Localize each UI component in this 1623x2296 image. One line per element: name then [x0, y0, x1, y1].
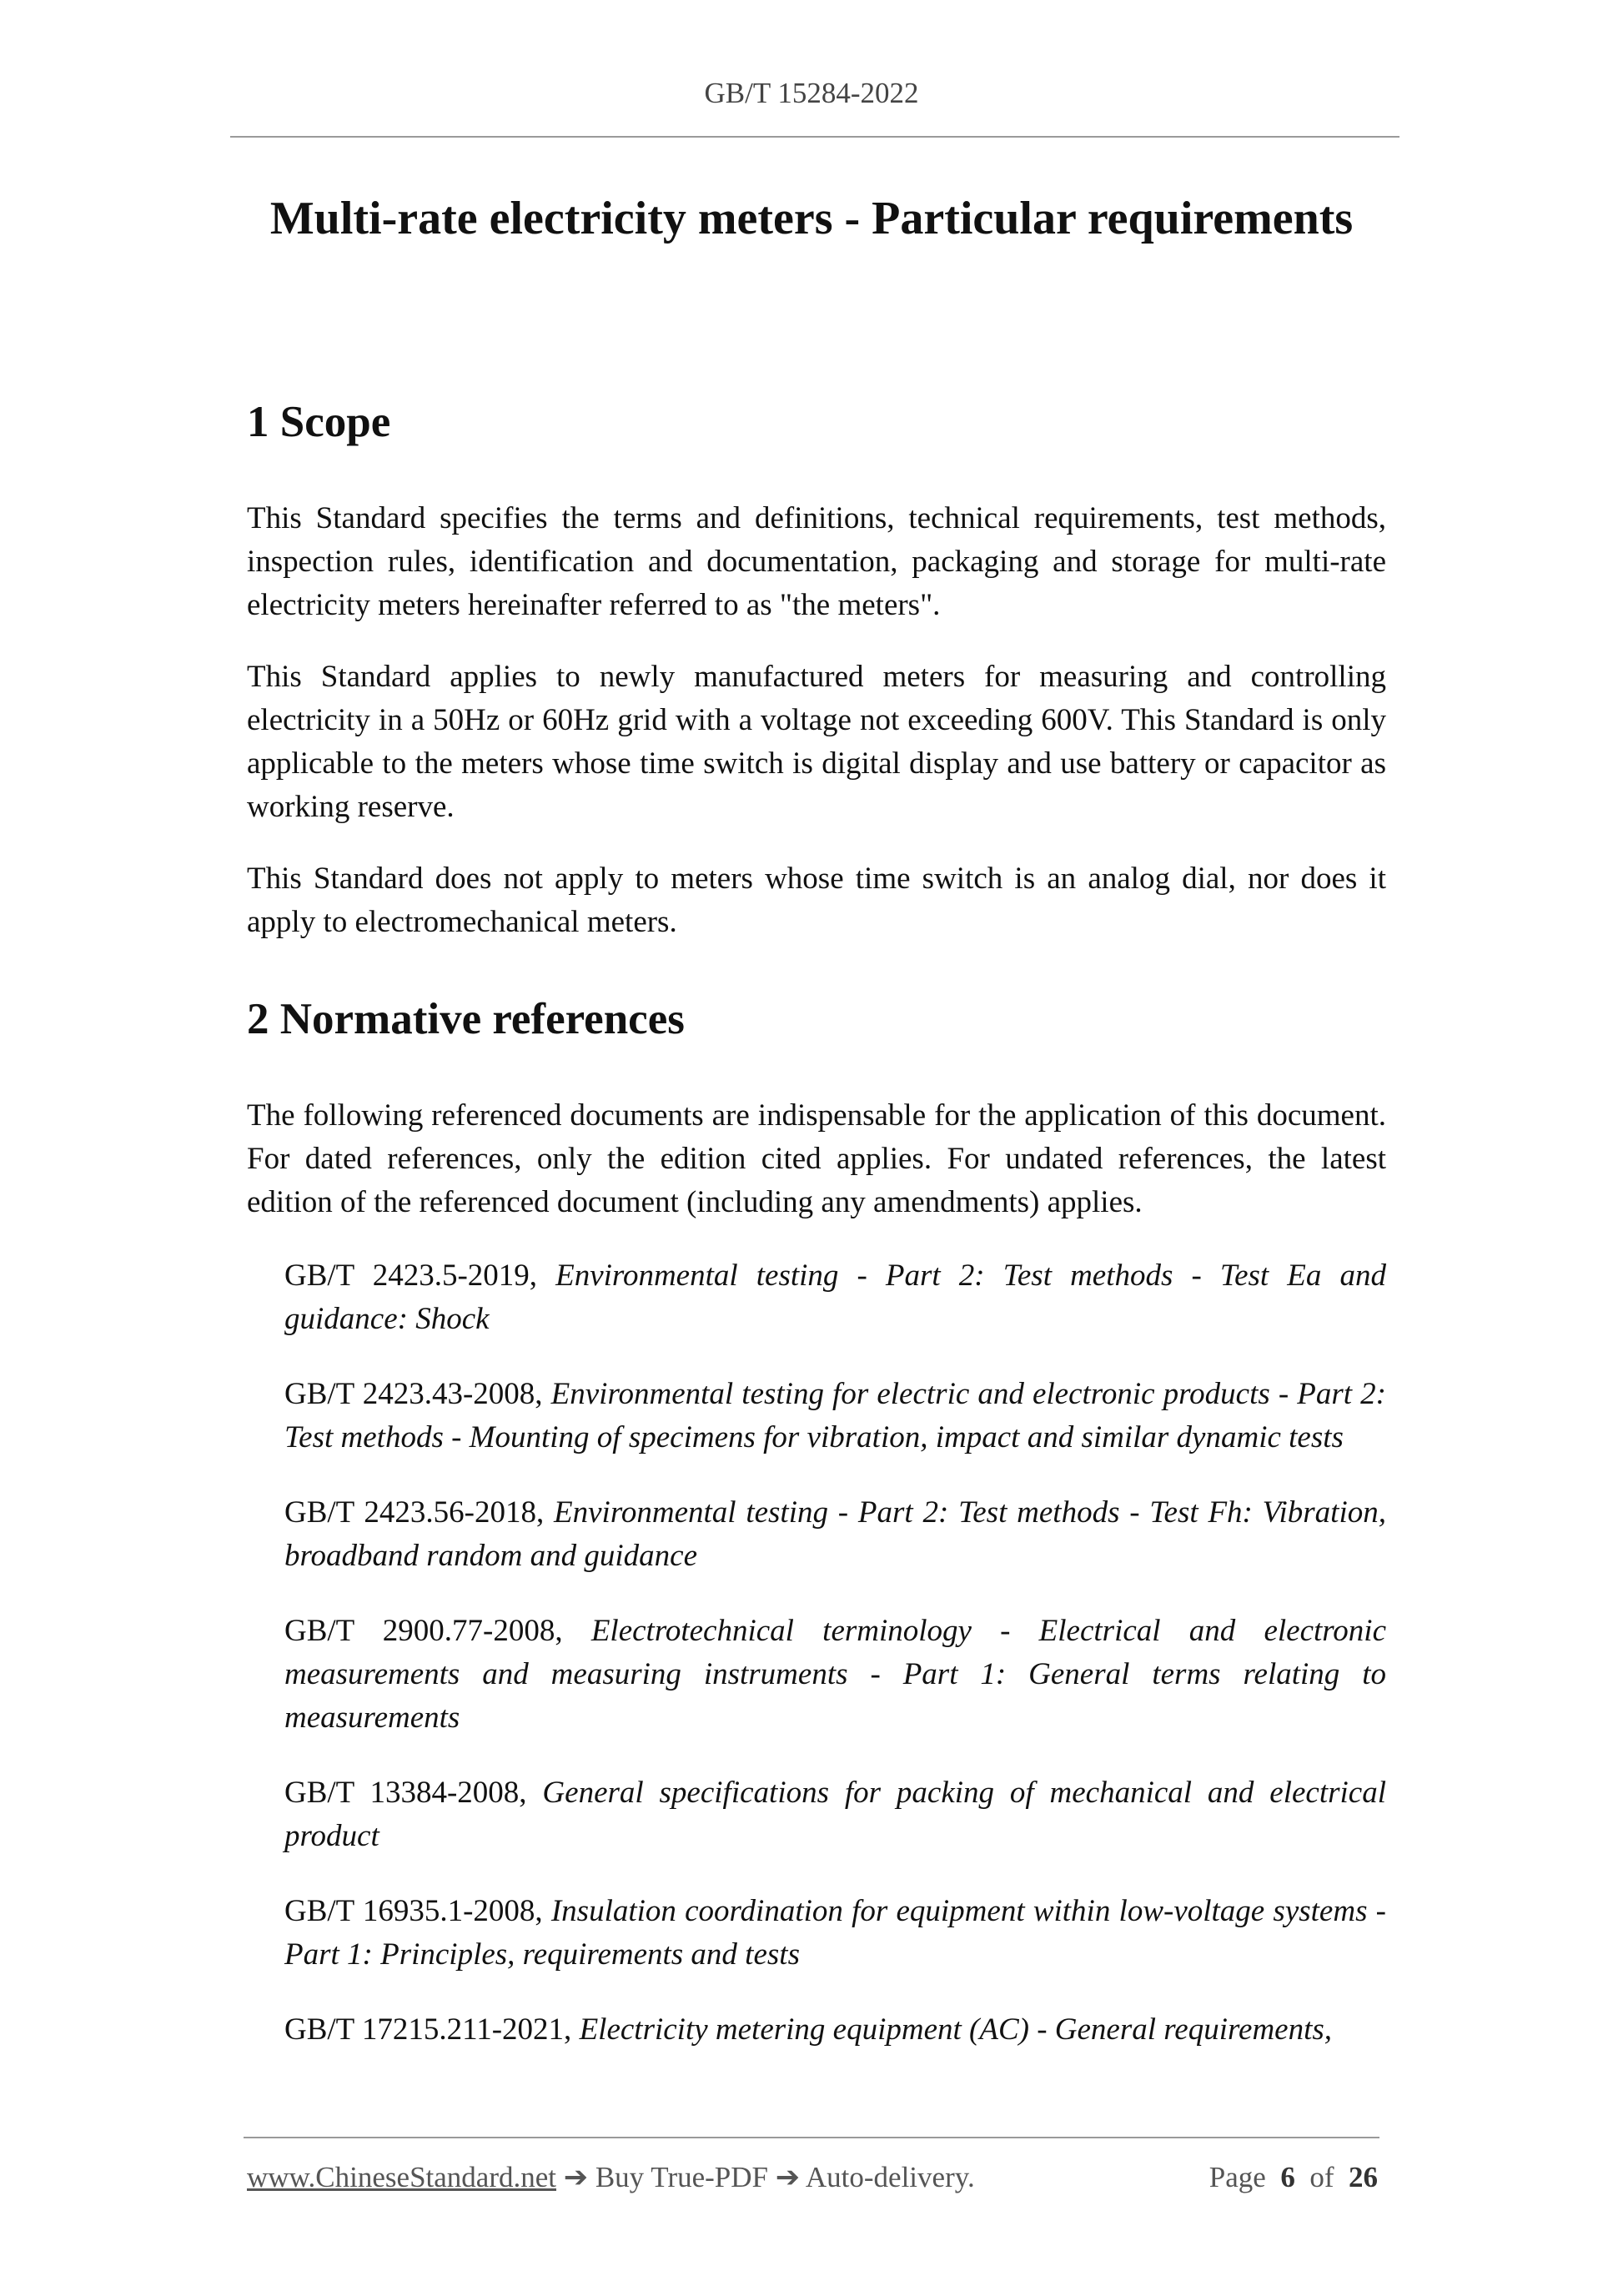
- reference-list: [247, 1254, 1386, 2052]
- page-label: Page: [1208, 2161, 1266, 2193]
- footer-delivery-text: Auto-delivery.: [800, 2161, 975, 2193]
- reference-title: Environmental testing - Part 2: Test methods - Test Ea and guidance: Shock: [284, 1259, 1386, 1336]
- arrow-right-icon: ➔: [775, 2161, 801, 2193]
- reference-code: GB/T 13384-2008,: [284, 1776, 543, 1810]
- page-of-label: of: [1309, 2161, 1334, 2193]
- reference-title: Environmental testing - Part 2: Test methods - Test Fh: Vibration, broadband random and guidance: [284, 1495, 1386, 1573]
- section-heading-normative-references: 2 Normative references: [247, 995, 685, 1043]
- footer-divider: [244, 2137, 1379, 2138]
- scope-paragraph-2: This Standard applies to newly manufactured meters for measuring and controlling electricity in a 50Hz or 60Hz grid with a voltage not exceeding 600V. This Standard is only applicable to the meters whose time switch is digital display and use battery or capacitor as working reserve.: [247, 660, 1386, 824]
- page-total: 26: [1349, 2161, 1378, 2193]
- reference-title: Electricity metering equipment (AC) - General requirements,: [579, 2012, 1333, 2047]
- arrow-right-icon: ➔: [563, 2161, 589, 2193]
- reference-code: GB/T 2423.43-2008,: [284, 1377, 551, 1411]
- reference-code: GB/T 2900.77-2008,: [284, 1614, 591, 1648]
- footer-promo: [247, 2157, 975, 2198]
- reference-title: Environmental testing for electric and electronic products - Part 2: Test methods - Mounting of specimens for vibration, impact and similar dynamic tests: [284, 1377, 1387, 1454]
- header-divider: [230, 136, 1399, 138]
- reference-item: [284, 1890, 1386, 1977]
- header-standard-code: GB/T 15284-2022: [704, 77, 919, 109]
- website-link[interactable]: www.ChineseStandard.net: [247, 2161, 556, 2193]
- scope-paragraph-3: This Standard does not apply to meters whose time switch is an analog dial, nor does it apply to electromechanical meters.: [247, 862, 1386, 939]
- reference-item: [284, 1491, 1386, 1578]
- reference-code: GB/T 17215.211-2021,: [284, 2012, 580, 2047]
- reference-title: Insulation coordination for equipment within low-voltage systems - Part 1: Principles, requirements and tests: [284, 1894, 1386, 1972]
- scope-paragraph-1: This Standard specifies the terms and definitions, technical requirements, test methods, inspection rules, identification and documentation, packaging and storage for multi-rate electricity meters hereinafter referred to as "the meters".: [247, 501, 1386, 622]
- reference-code: GB/T 16935.1-2008,: [284, 1894, 551, 1928]
- reference-code: GB/T 2423.5-2019,: [284, 1259, 556, 1293]
- reference-title: Electrotechnical terminology - Electrical and electronic measurements and measuring instruments - Part 1: General terms relating to measurements: [284, 1614, 1387, 1735]
- document-body: [247, 389, 1386, 2083]
- reference-item: [284, 1610, 1386, 1740]
- footer-buy-text: Buy True-PDF: [588, 2161, 776, 2193]
- reference-item: [284, 1373, 1386, 1459]
- normative-intro-paragraph: The following referenced documents are indispensable for the application of this document. For dated references, only the edition cited applies. For undated references, the latest edition of the referenced document (including any amendments) applies.: [247, 1098, 1386, 1219]
- reference-item: [284, 2008, 1386, 2052]
- page-number: [1209, 2157, 1378, 2198]
- document-title: Multi-rate electricity meters - Particular requirements: [269, 193, 1354, 244]
- section-heading-scope: 1 Scope: [247, 398, 391, 446]
- reference-item: [284, 1771, 1386, 1858]
- reference-item: [284, 1254, 1386, 1341]
- reference-code: GB/T 2423.56-2018,: [284, 1495, 555, 1530]
- page-current: 6: [1280, 2161, 1295, 2193]
- reference-title: General specifications for packing of mechanical and electrical product: [284, 1776, 1387, 1853]
